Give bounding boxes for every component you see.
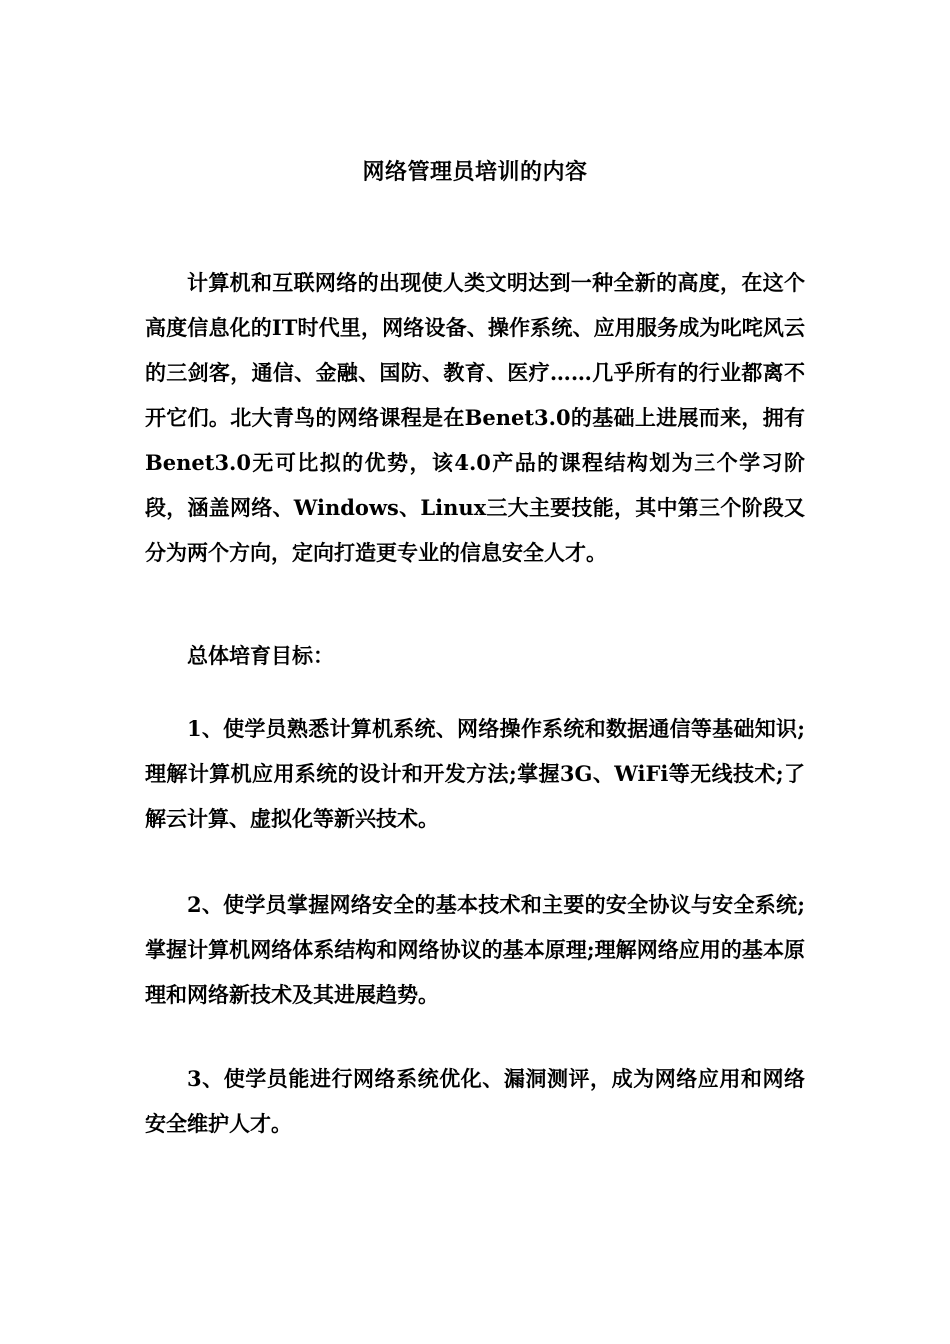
goal-item-2: 2、使学员掌握网络安全的基本技术和主要的安全协议与安全系统;掌握计算机网络体系结构和网络协议的基本原理;理解网络应用的基本原理和网络新技术及其进展趋势。	[145, 892, 805, 1007]
intro-paragraph: 计算机和互联网络的出现使人类文明达到一种全新的高度，在这个高度信息化的IT时代里，网络设备、操作系统、应用服务成为叱咤风云的三剑客，通信、金融、国防、教育、医疗……几乎所有的行业都离不开它们。北大青鸟的网络课程是在Benet3.0的基础上进展而来，拥有Benet3.0无可比拟的优势，该4.0产品的课程结构划为三个学习阶段，涵盖网络、Windows、Linux三大主要技能，其中第三个阶段又分为两个方向，定向打造更专业的信息安全人才。	[145, 270, 805, 565]
document-title: 网络管理员培训的内容	[362, 159, 588, 185]
goal-item-3: 3、使学员能进行网络系统优化、漏洞测评，成为网络应用和网络安全维护人才。	[145, 1066, 805, 1136]
goal-heading: 总体培育目标：	[187, 643, 334, 668]
goal-item-1: 1、使学员熟悉计算机系统、网络操作系统和数据通信等基础知识;理解计算机应用系统的设计和开发方法;掌握3G、WiFi等无线技术;了解云计算、虚拟化等新兴技术。	[145, 716, 805, 831]
